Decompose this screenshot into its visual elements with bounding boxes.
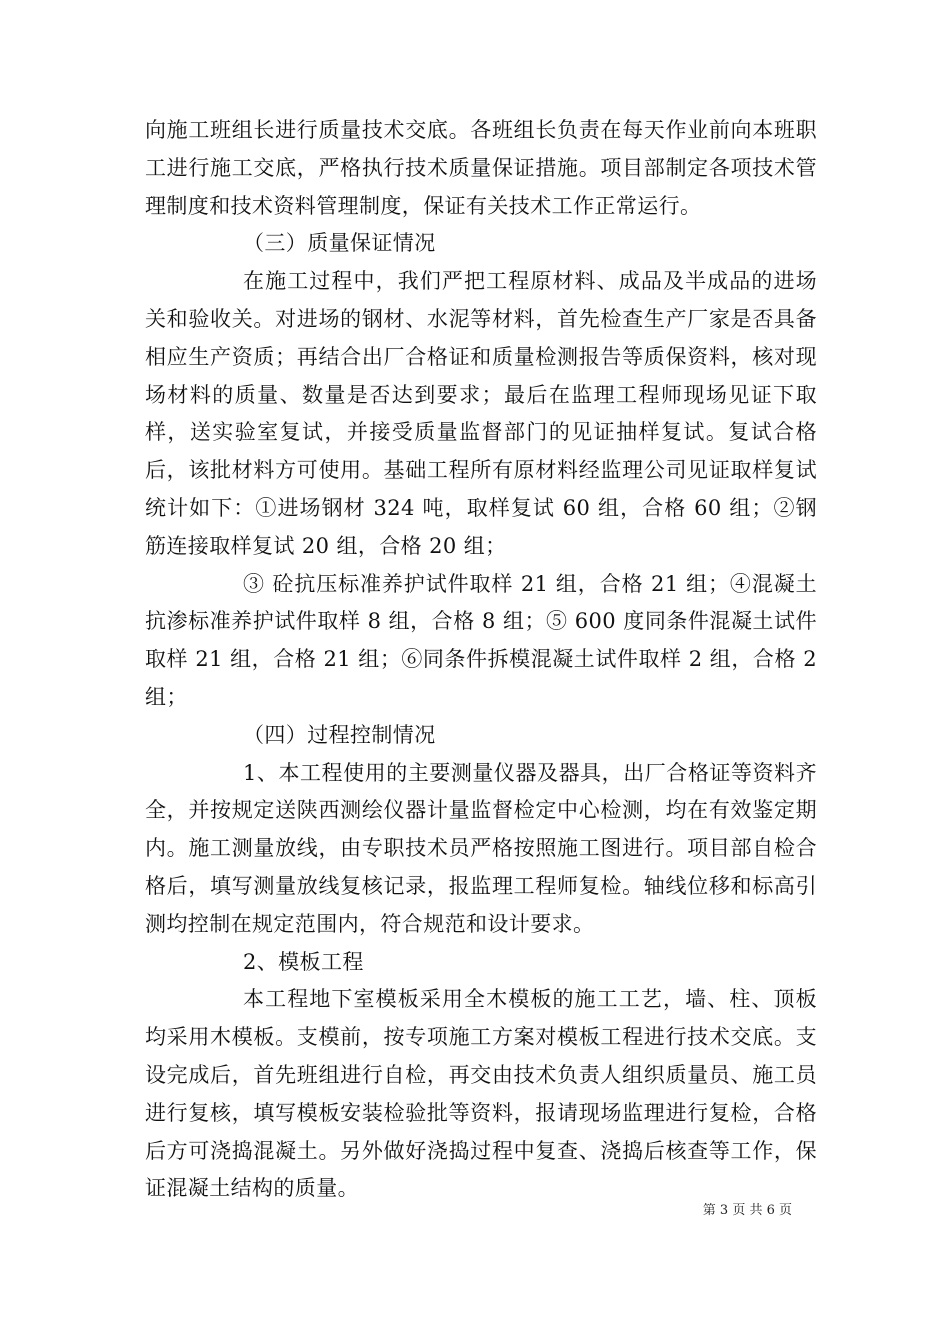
paragraph-continuation: 向施工班组长进行质量技术交底。各班组长负责在每天作业前向本班职工进行施工交底，严格执行技术质量保证措施。项目部制定各项技术管理制度和技术资料管理制度，保证有关技术工作正常运行。 — [145, 118, 817, 218]
subheading-formwork: 2、模板工程 — [243, 949, 364, 974]
section-heading-quality-assurance: （三）质量保证情况 — [243, 231, 436, 256]
section-heading-process-control: （四）过程控制情况 — [243, 722, 436, 747]
paragraph-materials-control: 在施工过程中，我们严把工程原材料、成品及半成品的进场关和验收关。对进场的钢材、水泥等材料，首先检查生产厂家是否具备相应生产资质；再结合出厂合格证和质量检测报告等质保资料，核对现场材料的质量、数量是否达到要求；最后在监理工程师现场见证下取样，送实验室复试，并接受质量监督部门的见证抽样复试。复试合格后，该批材料方可使用。基础工程所有原材料经监理公司见证取样复试统计如下：①进场钢材 324 吨，取样复试 60 组，合格 60 组；②钢筋连接取样复试 20 组，合格 20 组； — [145, 269, 817, 558]
document-body — [145, 112, 817, 1208]
page-number-footer: 第 3 页 共 6 页 — [702, 1203, 792, 1218]
paragraph-concrete-tests: ③ 砼抗压标准养护试件取样 21 组，合格 21 组；④混凝土抗渗标准养护试件取样 8 组，合格 8 组；⑤ 600 度同条件混凝土试件取样 21 组，合格 21 组；⑥同条件拆模混凝土试件取样 2 组，合格 2 组； — [145, 571, 817, 709]
paragraph-survey-instruments: 1、本工程使用的主要测量仪器及器具，出厂合格证等资料齐全，并按规定送陕西测绘仪器计量监督检定中心检测，均在有效鉴定期内。施工测量放线，由专职技术员严格按照施工图进行。项目部自检合格后，填写测量放线复核记录，报监理工程师复检。轴线位移和标高引测均控制在规定范围内，符合规范和设计要求。 — [145, 760, 817, 936]
paragraph-formwork: 本工程地下室模板采用全木模板的施工工艺，墙、柱、顶板均采用木模板。支模前，按专项施工方案对模板工程进行技术交底。支设完成后，首先班组进行自检，再交由技术负责人组织质量员、施工员进行复核，填写模板安装检验批等资料，报请现场监理进行复检，合格后方可浇捣混凝土。另外做好浇捣过程中复查、浇捣后核查等工作，保证混凝土结构的质量。 — [145, 987, 817, 1201]
